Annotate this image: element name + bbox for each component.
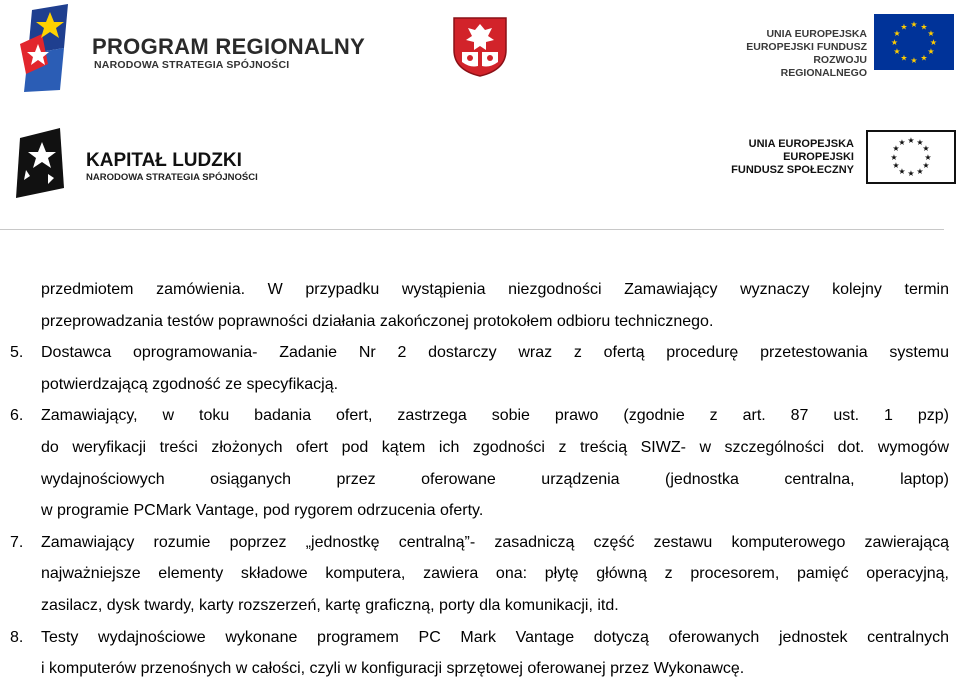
text-line: w programie PCMark Vantage, pod rygorem odrzucenia oferty. [41,502,484,520]
kapital-ludzki-title: KAPITAŁ LUDZKI [86,150,242,171]
list-item-7 [0,527,960,622]
item-number: 6. [10,407,24,425]
item-number: 7. [10,533,24,551]
svg-text:★: ★ [907,136,915,145]
ue-efrr-text [735,28,867,80]
svg-text:★: ★ [892,161,900,170]
text-line: i komputerów przenośnych w całości, czyli w konfiguracji sprzętowej oferowanej przez Wykonawcę. [41,660,745,678]
item-number: 5. [10,344,24,362]
text-line: Dostawca oprogramowania- Zadanie Nr 2 dostarczy wraz z ofertą procedurę przetestowania systemu [41,344,949,362]
coat-of-arms-icon [452,16,508,78]
list-item-6 [0,400,960,526]
svg-text:★: ★ [922,144,930,153]
page-header [0,0,960,232]
svg-text:★: ★ [920,53,928,63]
svg-text:★: ★ [900,53,908,63]
eu-flag-icon [874,14,954,70]
svg-text:★: ★ [924,153,932,162]
ue-efrr-line-1: UNIA EUROPEJSKA [766,28,867,40]
svg-text:★: ★ [920,22,928,32]
svg-text:★: ★ [927,47,935,56]
text-line: zasilacz, dysk twardy, karty rozszerzeń, kartę graficzną, porty dla komunikacji, itd. [41,596,619,614]
ue-efs-line-2: EUROPEJSKI [783,151,854,163]
svg-text:★: ★ [929,38,938,47]
document-body [0,274,960,685]
ue-efs-text [720,138,854,177]
svg-text:★: ★ [907,169,915,178]
coat-of-arms-warminsko-mazurskie [452,16,508,78]
ue-efs-line-3: FUNDUSZ SPOŁECZNY [731,164,854,176]
list-item-5 [0,337,960,400]
svg-text:★: ★ [890,38,899,47]
eu-flag-efs [866,130,956,184]
text-line: najważniejsze elementy składowe komputera, zawiera ona: płytę główną z procesorem, pamięć operacyjną, [41,565,949,583]
text-line: przeprowadzania testów poprawności działania zakończonej protokołem odbioru technicznego. [41,312,714,330]
svg-text:★: ★ [893,47,901,56]
kapital-ludzki-emblem-icon [12,128,72,200]
svg-text:★: ★ [910,56,918,65]
header-divider [0,229,944,230]
list-item-8 [0,622,960,685]
kapital-ludzki-logo [12,128,272,200]
svg-text:★: ★ [927,29,935,38]
eu-flag-efrr [874,14,954,70]
text-line: przedmiotem zamówienia. W przypadku wystąpienia niezgodności Zamawiający wyznaczy kolejny termin [41,281,949,298]
program-regionalny-emblem-icon [18,4,88,94]
continuation-paragraph [0,274,960,337]
svg-text:★: ★ [893,29,901,38]
svg-text:★: ★ [916,138,924,147]
program-regionalny-logo [18,4,366,94]
kapital-ludzki-subtitle: NARODOWA STRATEGIA SPÓJNOŚCI [86,172,258,183]
ue-efrr-line-2: EUROPEJSKI FUNDUSZ [746,41,867,53]
svg-text:★: ★ [922,161,930,170]
text-line: Zamawiający rozumie poprzez „jednostkę centralną”- zasadniczą część zestawu komputerowego zawierającą [41,533,949,551]
text-line: do weryfikacji treści złożonych ofert pod kątem ich zgodności z treścią SIWZ- w szczególności dot. wymogów [41,438,949,456]
svg-text:★: ★ [898,138,906,147]
svg-text:★: ★ [898,167,906,176]
svg-text:★: ★ [890,153,898,162]
program-regionalny-title: PROGRAM REGIONALNY [92,34,366,59]
text-line: potwierdzającą zgodność ze specyfikacją. [41,375,339,393]
svg-text:★: ★ [892,144,900,153]
svg-text:★: ★ [900,22,908,32]
svg-text:★: ★ [916,167,924,176]
text-line: wydajnościowych osiąganych przez oferowane urządzenia (jednostka centralna, laptop) [41,470,949,488]
text-line: Testy wydajnościowe wykonane programem PC Mark Vantage dotyczą oferowanych jednostek centralnych [41,628,949,646]
text-line: Zamawiający, w toku badania ofert, zastrzega sobie prawo (zgodnie z art. 87 ust. 1 pzp) [41,407,949,425]
eu-flag-outline-icon [866,130,956,184]
ue-efrr-line-3: ROZWOJU REGIONALNEGO [780,54,867,79]
svg-text:★: ★ [910,20,918,29]
program-regionalny-subtitle: NARODOWA STRATEGIA SPÓJNOŚCI [94,59,290,71]
item-number: 8. [10,628,24,646]
ue-efs-line-1: UNIA EUROPEJSKA [748,138,854,150]
